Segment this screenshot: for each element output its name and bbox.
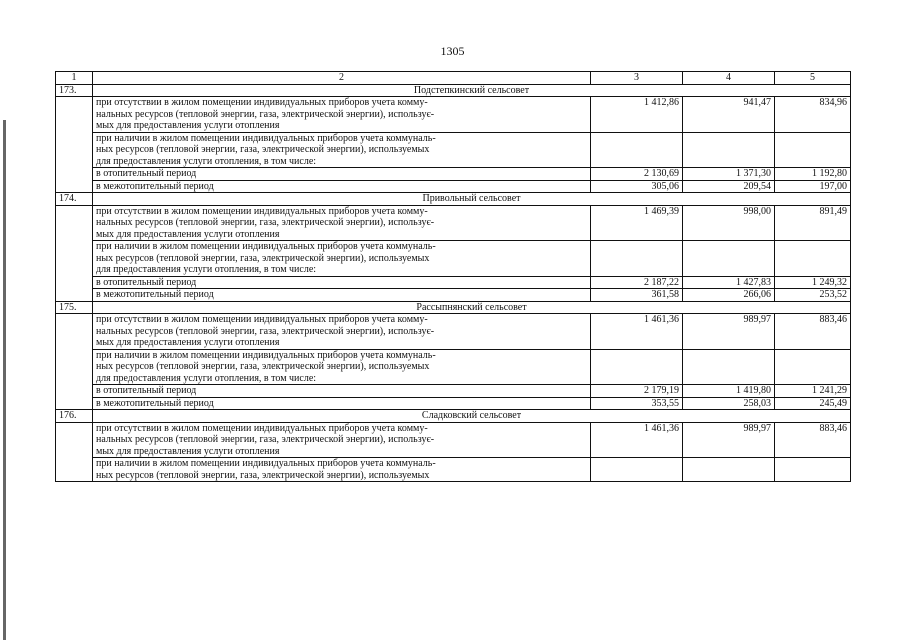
value-cell-col5: 883,46 <box>775 422 851 458</box>
section-header-row <box>56 193 851 206</box>
number-spacer-cell <box>56 205 93 301</box>
description-line: в межотопительный период <box>96 180 214 192</box>
description-line: нальных ресурсов (тепловой энергии, газа, электрической энергии), использує- <box>96 108 435 120</box>
table-row <box>56 241 851 277</box>
value-cell-col4 <box>683 349 775 385</box>
value-cell-col3: 1 469,39 <box>591 205 683 241</box>
value-cell-col3: 353,55 <box>591 397 683 410</box>
scan-edge-mark <box>3 120 6 640</box>
description-line: ных ресурсов (тепловой энергии, газа, электрической энергии), используемых <box>96 469 430 481</box>
table-row <box>56 180 851 193</box>
row-description <box>93 205 591 241</box>
table-row <box>56 205 851 241</box>
table-body <box>56 72 851 482</box>
section-number: 175. <box>56 301 93 314</box>
section-number: 176. <box>56 410 93 423</box>
description-line: в межотопительный период <box>96 289 214 300</box>
section-number: 173. <box>56 84 93 97</box>
value-cell-col3: 2 187,22 <box>591 276 683 289</box>
description-line: для предоставления услуги отопления, в том числе: <box>96 155 317 167</box>
table-row <box>56 289 851 302</box>
value-cell-col3: 361,58 <box>591 289 683 302</box>
table-row <box>56 397 851 410</box>
row-description <box>93 458 591 482</box>
description-line: мых для предоставления услуги отопления <box>96 337 280 348</box>
value-cell-col5: 253,52 <box>775 289 851 302</box>
description-line: ных ресурсов (тепловой энергии, газа, электрической энергии), используемых <box>96 361 430 372</box>
row-description <box>93 132 591 168</box>
value-cell-col5 <box>775 241 851 277</box>
header-cell-4: 4 <box>683 72 775 85</box>
row-description <box>93 180 591 193</box>
description-line: нальных ресурсов (тепловой энергии, газа, электрической энергии), использує- <box>96 325 435 337</box>
row-description <box>93 289 591 302</box>
value-cell-col3: 1 461,36 <box>591 422 683 458</box>
value-cell-col4: 989,97 <box>683 314 775 350</box>
number-spacer-cell <box>56 314 93 410</box>
section-header-row <box>56 301 851 314</box>
value-cell-col3: 305,06 <box>591 180 683 193</box>
row-description <box>93 397 591 410</box>
value-cell-col4: 266,06 <box>683 289 775 302</box>
description-line: мых для предоставления услуги отопления <box>96 445 280 457</box>
value-cell-col3: 1 461,36 <box>591 314 683 350</box>
section-header-row <box>56 410 851 423</box>
table-row <box>56 314 851 350</box>
description-line: в отопительный период <box>96 385 197 396</box>
value-cell-col5: 197,00 <box>775 180 851 193</box>
header-cell-3: 3 <box>591 72 683 85</box>
value-cell-col4: 998,00 <box>683 205 775 241</box>
description-line: ных ресурсов (тепловой энергии, газа, электрической энергии), используемых <box>96 144 430 155</box>
description-line: при отсутствии в жилом помещении индивидуальных приборов учета комму- <box>96 422 428 434</box>
value-cell-col5 <box>775 349 851 385</box>
value-cell-col4 <box>683 132 775 168</box>
table-row <box>56 349 851 385</box>
row-description <box>93 314 591 350</box>
value-cell-col4: 1 419,80 <box>683 385 775 398</box>
header-row <box>56 72 851 85</box>
description-line: в отопительный период <box>96 168 197 179</box>
description-line: при отсутствии в жилом помещении индивидуальных приборов учета комму- <box>96 205 428 217</box>
value-cell-col4: 258,03 <box>683 397 775 410</box>
value-cell-col3 <box>591 132 683 168</box>
table-row <box>56 132 851 168</box>
value-cell-col4: 941,47 <box>683 97 775 133</box>
value-cell-col5: 1 192,80 <box>775 168 851 181</box>
value-cell-col5: 1 241,29 <box>775 385 851 398</box>
value-cell-col5: 834,96 <box>775 97 851 133</box>
value-cell-col5: 883,46 <box>775 314 851 350</box>
value-cell-col5 <box>775 132 851 168</box>
row-description <box>93 276 591 289</box>
row-description <box>93 168 591 181</box>
description-line: ных ресурсов (тепловой энергии, газа, электрической энергии), используемых <box>96 252 430 264</box>
section-name: Привольный сельсовет <box>93 193 851 206</box>
value-cell-col3: 2 130,69 <box>591 168 683 181</box>
value-cell-col4: 989,97 <box>683 422 775 458</box>
value-cell-col5: 1 249,32 <box>775 276 851 289</box>
description-line: при наличии в жилом помещении индивидуальных приборов учета коммуналь- <box>96 241 436 252</box>
table-row <box>56 422 851 458</box>
row-description <box>93 349 591 385</box>
description-line: в межотопительный период <box>96 397 214 409</box>
value-cell-col3 <box>591 458 683 482</box>
value-cell-col4 <box>683 241 775 277</box>
tariff-table <box>55 71 851 482</box>
description-line: для предоставления услуги отопления, в том числе: <box>96 372 317 384</box>
row-description <box>93 97 591 133</box>
description-line: при наличии в жилом помещении индивидуальных приборов учета коммуналь- <box>96 458 436 469</box>
description-line: мых для предоставления услуги отопления <box>96 120 280 131</box>
description-line: при отсутствии в жилом помещении индивидуальных приборов учета комму- <box>96 97 428 108</box>
section-name: Рассыпнянский сельсовет <box>93 301 851 314</box>
value-cell-col4: 1 371,30 <box>683 168 775 181</box>
section-header-row <box>56 84 851 97</box>
value-cell-col4: 209,54 <box>683 180 775 193</box>
number-spacer-cell <box>56 97 93 193</box>
header-cell-1: 1 <box>56 72 93 85</box>
row-description <box>93 422 591 458</box>
table-row <box>56 385 851 398</box>
page-number: 1305 <box>440 44 465 58</box>
value-cell-col5 <box>775 458 851 482</box>
description-line: для предоставления услуги отопления, в том числе: <box>96 264 317 275</box>
description-line: при наличии в жилом помещении индивидуальных приборов учета коммуналь- <box>96 132 436 144</box>
description-line: при отсутствии в жилом помещении индивидуальных приборов учета комму- <box>96 314 428 325</box>
value-cell-col4: 1 427,83 <box>683 276 775 289</box>
section-name: Сладковский сельсовет <box>93 410 851 423</box>
value-cell-col3: 1 412,86 <box>591 97 683 133</box>
description-line: в отопительный период <box>96 276 197 288</box>
table-row <box>56 97 851 133</box>
description-line: при наличии в жилом помещении индивидуальных приборов учета коммуналь- <box>96 349 436 361</box>
table-row <box>56 168 851 181</box>
row-description <box>93 385 591 398</box>
header-cell-2: 2 <box>93 72 591 85</box>
value-cell-col3 <box>591 241 683 277</box>
value-cell-col3 <box>591 349 683 385</box>
table-row <box>56 458 851 482</box>
value-cell-col5: 245,49 <box>775 397 851 410</box>
header-cell-5: 5 <box>775 72 851 85</box>
description-line: нальных ресурсов (тепловой энергии, газа, электрической энергии), использує- <box>96 434 435 445</box>
value-cell-col4 <box>683 458 775 482</box>
number-spacer-cell <box>56 422 93 482</box>
value-cell-col5: 891,49 <box>775 205 851 241</box>
row-description <box>93 241 591 277</box>
value-cell-col3: 2 179,19 <box>591 385 683 398</box>
table-row <box>56 276 851 289</box>
description-line: нальных ресурсов (тепловой энергии, газа, электрической энергии), использує- <box>96 217 435 228</box>
section-number: 174. <box>56 193 93 206</box>
description-line: мых для предоставления услуги отопления <box>96 228 280 240</box>
section-name: Подстепкинский сельсовет <box>93 84 851 97</box>
